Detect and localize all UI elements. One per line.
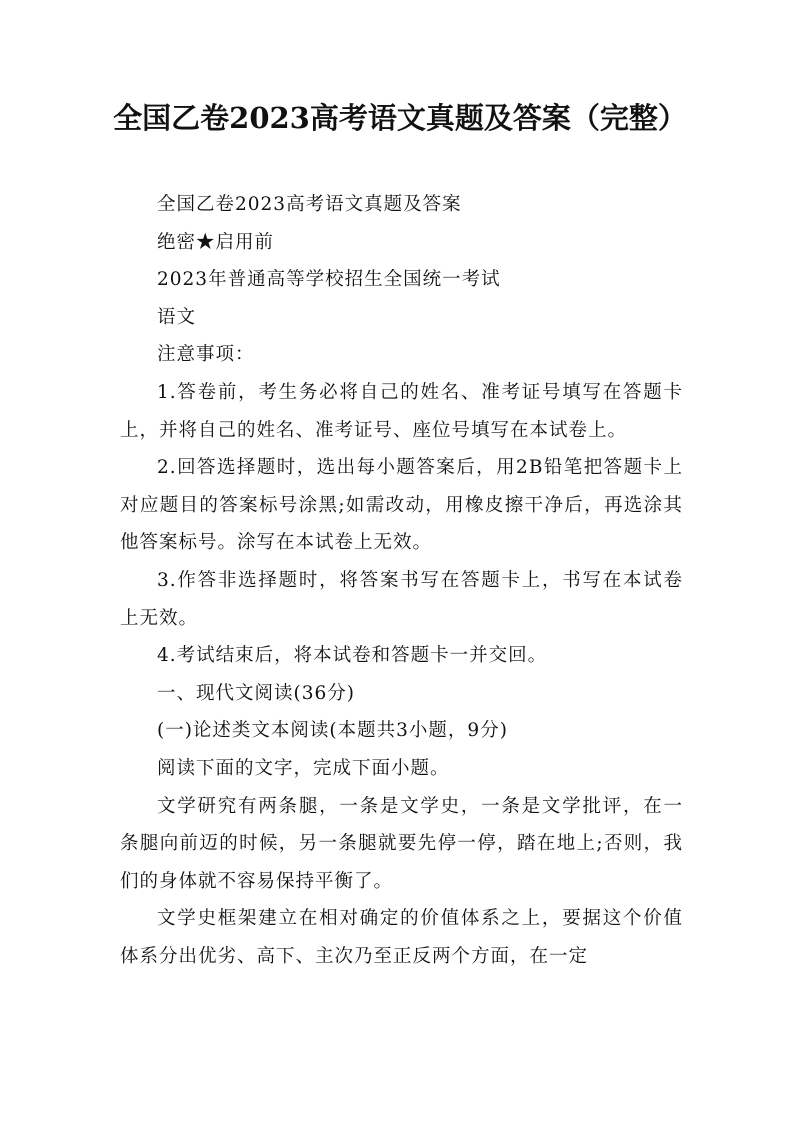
paragraph-notice-heading: 注意事项： xyxy=(157,344,255,366)
paragraph-instruction: 阅读下面的文字，完成下面小题。 xyxy=(157,757,450,779)
paragraph-confidential: 绝密★启用前 xyxy=(157,231,275,253)
document-body xyxy=(120,186,683,975)
paragraph-exam-name: 2023年普通高等学校招生全国统一考试 xyxy=(157,269,501,291)
paragraph-section-heading: 一、现代文阅读(36分) xyxy=(157,682,355,704)
paragraph-subtitle: 全国乙卷2023高考语文真题及答案 xyxy=(157,194,462,215)
paragraph-notice-1: 1.答卷前，考生务必将自己的姓名、准考证号填写在答题卡上，并将自己的姓名、准考证号、座位号填写在本试卷上。 xyxy=(120,381,683,441)
paragraph-subject: 语文 xyxy=(157,306,197,328)
paragraph-notice-3: 3.作答非选择题时，将答案书写在答题卡上，书写在本试卷上无效。 xyxy=(120,569,683,629)
document-title: 全国乙卷2023高考语文真题及答案（完整） xyxy=(113,101,687,135)
paragraph-subsection-heading: (一)论述类文本阅读(本题共3小题，9分) xyxy=(157,720,508,742)
paragraph-notice-4: 4.考试结束后，将本试卷和答题卡一并交回。 xyxy=(157,645,548,667)
paragraph-notice-2: 2.回答选择题时，选出每小题答案后，用2B铅笔把答题卡上对应题目的答案标号涂黑;如需改动，用橡皮擦干净后，再选涂其他答案标号。涂写在本试卷上无效。 xyxy=(120,457,683,554)
paragraph-text-2: 文学史框架建立在相对确定的价值体系之上，要据这个价值体系分出优劣、高下、主次乃至正反两个方面，在一定 xyxy=(120,908,683,967)
paragraph-text-1: 文学研究有两条腿，一条是文学史，一条是文学批评，在一条腿向前迈的时候，另一条腿就要先停一停，踏在地上;否则，我们的身体就不容易保持平衡了。 xyxy=(120,795,683,892)
